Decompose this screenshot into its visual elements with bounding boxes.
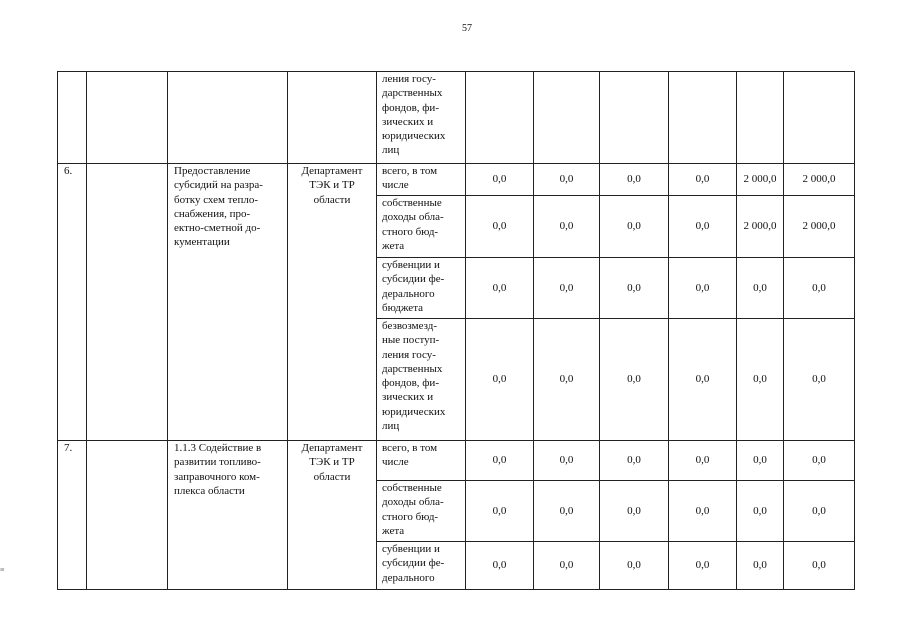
value-cell: 0,0 (466, 196, 534, 258)
measure-name (168, 72, 288, 164)
budget-table (57, 71, 855, 590)
value-cell: 2 000,0 (737, 164, 784, 196)
executor: Департамент ТЭК и ТР области (288, 441, 377, 590)
value-cell: 0,0 (737, 441, 784, 481)
measure-name: Предоставление субсидий на разра- ботку схем тепло- снабжения, про- ектно-сметной до- кументации (168, 164, 288, 441)
value-cell: 0,0 (784, 481, 855, 542)
value-cell: 0,0 (466, 164, 534, 196)
value-cell: 0,0 (534, 542, 600, 590)
value-cell (534, 72, 600, 164)
value-cell: 0,0 (737, 258, 784, 319)
value-cell: 0,0 (534, 258, 600, 319)
value-cell: 0,0 (669, 164, 737, 196)
funding-source: всего, в том числе (377, 441, 466, 481)
value-cell: 0,0 (466, 542, 534, 590)
value-cell: 0,0 (534, 196, 600, 258)
value-cell: 0,0 (534, 481, 600, 542)
value-cell: 0,0 (784, 441, 855, 481)
funding-source: субвенции и субсидии фе- дерального (377, 542, 466, 590)
measure-name: 1.1.3 Содействие в развитии топливо- заправочного ком- плекса области (168, 441, 288, 590)
value-cell: 0,0 (466, 258, 534, 319)
value-cell: 0,0 (534, 441, 600, 481)
funding-source: субвенции и субсидии фе- дерального бюджета (377, 258, 466, 319)
value-cell: 0,0 (737, 319, 784, 441)
table-row (58, 164, 855, 196)
empty-cell (87, 164, 168, 441)
value-cell: 2 000,0 (784, 164, 855, 196)
value-cell: 0,0 (600, 542, 669, 590)
value-cell (784, 72, 855, 164)
value-cell: 0,0 (600, 319, 669, 441)
funding-source: ления госу- дарственных фондов, фи- зических и юридических лиц (377, 72, 466, 164)
value-cell: 0,0 (466, 319, 534, 441)
value-cell: 2 000,0 (737, 196, 784, 258)
value-cell: 0,0 (534, 164, 600, 196)
value-cell: 0,0 (600, 258, 669, 319)
value-cell: 0,0 (600, 481, 669, 542)
value-cell: 0,0 (600, 441, 669, 481)
value-cell: 0,0 (669, 319, 737, 441)
margin-mark: ≡ (0, 565, 5, 574)
funding-source: собственные доходы обла- стного бюд- жета (377, 481, 466, 542)
value-cell (600, 72, 669, 164)
row-number: 6. (58, 164, 87, 441)
row-number: 7. (58, 441, 87, 590)
page-number: 57 (462, 23, 472, 34)
table-row (58, 72, 855, 164)
value-cell: 2 000,0 (784, 196, 855, 258)
empty-cell (87, 441, 168, 590)
funding-source: безвозмезд- ные поступ- ления госу- дарственных фондов, фи- зических и юридических лиц (377, 319, 466, 441)
value-cell: 0,0 (737, 481, 784, 542)
funding-source: собственные доходы обла- стного бюд- жета (377, 196, 466, 258)
value-cell: 0,0 (669, 196, 737, 258)
value-cell: 0,0 (784, 258, 855, 319)
value-cell: 0,0 (784, 319, 855, 441)
empty-cell (87, 72, 168, 164)
table-row (58, 441, 855, 481)
value-cell (669, 72, 737, 164)
value-cell: 0,0 (466, 441, 534, 481)
value-cell: 0,0 (669, 441, 737, 481)
value-cell: 0,0 (600, 164, 669, 196)
executor (288, 72, 377, 164)
row-number (58, 72, 87, 164)
value-cell: 0,0 (534, 319, 600, 441)
funding-source: всего, в том числе (377, 164, 466, 196)
value-cell: 0,0 (466, 481, 534, 542)
value-cell (737, 72, 784, 164)
value-cell: 0,0 (669, 542, 737, 590)
executor: Департамент ТЭК и ТР области (288, 164, 377, 441)
value-cell (466, 72, 534, 164)
value-cell: 0,0 (737, 542, 784, 590)
value-cell: 0,0 (669, 481, 737, 542)
value-cell: 0,0 (784, 542, 855, 590)
value-cell: 0,0 (669, 258, 737, 319)
value-cell: 0,0 (600, 196, 669, 258)
